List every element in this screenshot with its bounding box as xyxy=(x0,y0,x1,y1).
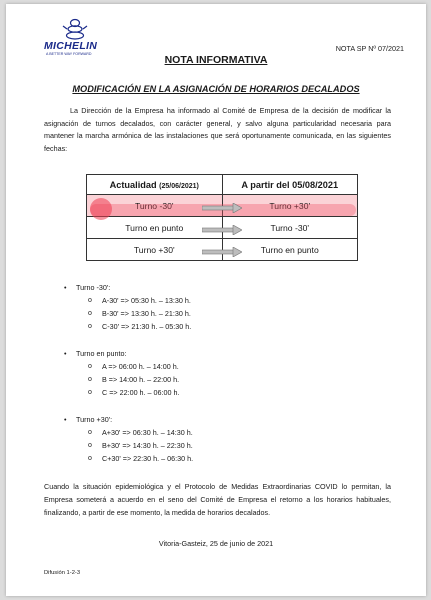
header-current: Actualidad (25/06/2021) xyxy=(87,175,223,195)
section-title: Turno +30': xyxy=(76,415,113,424)
circle-bullet-icon: o xyxy=(88,363,92,370)
list-item: o C+30' => 22:30 h. – 06:30 h. xyxy=(88,454,194,463)
section-title: Turno -30': xyxy=(76,283,111,292)
row-from: Turno +30' xyxy=(87,239,223,261)
circle-bullet-icon: o xyxy=(88,310,92,317)
row-from: Turno -30' xyxy=(87,195,223,217)
page-title: NOTA INFORMATIVA xyxy=(164,54,268,66)
bibendum-icon xyxy=(62,18,88,42)
section-title: Turno en punto: xyxy=(76,349,127,358)
list-item: o A+30' => 06:30 h. – 14:30 h. xyxy=(88,428,193,437)
list-item: o B => 14:00 h. – 22:00 h. xyxy=(88,375,180,384)
list-item: o C => 22:00 h. – 06:00 h. xyxy=(88,388,180,397)
intro-paragraph: La Dirección de la Empresa ha informado al Comité de Empresa de la decisión de modificar la asignación de turnos decalados, con carácter general, y salvo alguna particularidad necesaria para mantener la marcha armónica de las instalaciones que será oportunamente comunicada, en las siguientes fechas: xyxy=(44,106,391,153)
circle-bullet-icon: o xyxy=(88,323,92,330)
circle-bullet-icon: o xyxy=(88,297,92,304)
circle-bullet-icon: o xyxy=(88,389,92,396)
row-to: Turno -30' xyxy=(222,217,358,239)
schedule-section xyxy=(64,347,180,399)
circle-bullet-icon: o xyxy=(88,442,92,449)
circle-bullet-icon: o xyxy=(88,455,92,462)
list-item: o C-30' => 21:30 h. – 05:30 h. xyxy=(88,322,192,331)
schedule-section xyxy=(64,413,193,465)
circle-bullet-icon: o xyxy=(88,376,92,383)
header-new: A partir del 05/08/2021 xyxy=(222,175,358,195)
table-header-row xyxy=(87,175,358,195)
row-to: Turno +30' xyxy=(222,195,358,217)
bullet-icon: • xyxy=(64,283,67,292)
closing-paragraph: Cuando la situación epidemiológica y el Protocolo de Medidas Extraordinarias COVID lo permitan, la Empresa someterá a acuerdo en el seno del Comité de Empresa el retorno a los horarios habituales, finalizando, a partir de ese momento, la medida de horarios decalados. xyxy=(44,482,391,517)
list-item: o A-30' => 05:30 h. – 13:30 h. xyxy=(88,296,191,305)
list-item: o A => 06:00 h. – 14:00 h. xyxy=(88,362,179,371)
arrow-right-icon xyxy=(202,247,242,257)
row-from: Turno en punto xyxy=(87,217,223,239)
bullet-icon: • xyxy=(64,415,67,424)
arrow-right-icon xyxy=(202,225,242,235)
date-line: Vitoria-Gasteiz, 25 de junio de 2021 xyxy=(158,539,274,548)
document-page xyxy=(6,4,426,596)
highlighter-dot xyxy=(90,198,112,220)
schedule-section xyxy=(64,281,191,333)
list-item: o B+30' => 14:30 h. – 22:30 h. xyxy=(88,441,193,450)
page-subtitle: MODIFICACIÓN EN LA ASIGNACIÓN DE HORARIOS DECALADOS xyxy=(72,84,360,94)
note-reference: NOTA SP Nº 07/2021 xyxy=(335,44,404,53)
bullet-icon: • xyxy=(64,349,67,358)
row-to: Turno en punto xyxy=(222,239,358,261)
list-item: o B-30' => 13:30 h. – 21:30 h. xyxy=(88,309,191,318)
brand-name: MICHELIN xyxy=(44,40,98,52)
michelin-logo xyxy=(44,18,116,56)
arrow-right-icon xyxy=(202,203,242,213)
circle-bullet-icon: o xyxy=(88,429,92,436)
distribution-footer: Difusión 1-2-3 xyxy=(44,570,81,576)
brand-tagline: A BETTER WAY FORWARD xyxy=(46,52,92,56)
